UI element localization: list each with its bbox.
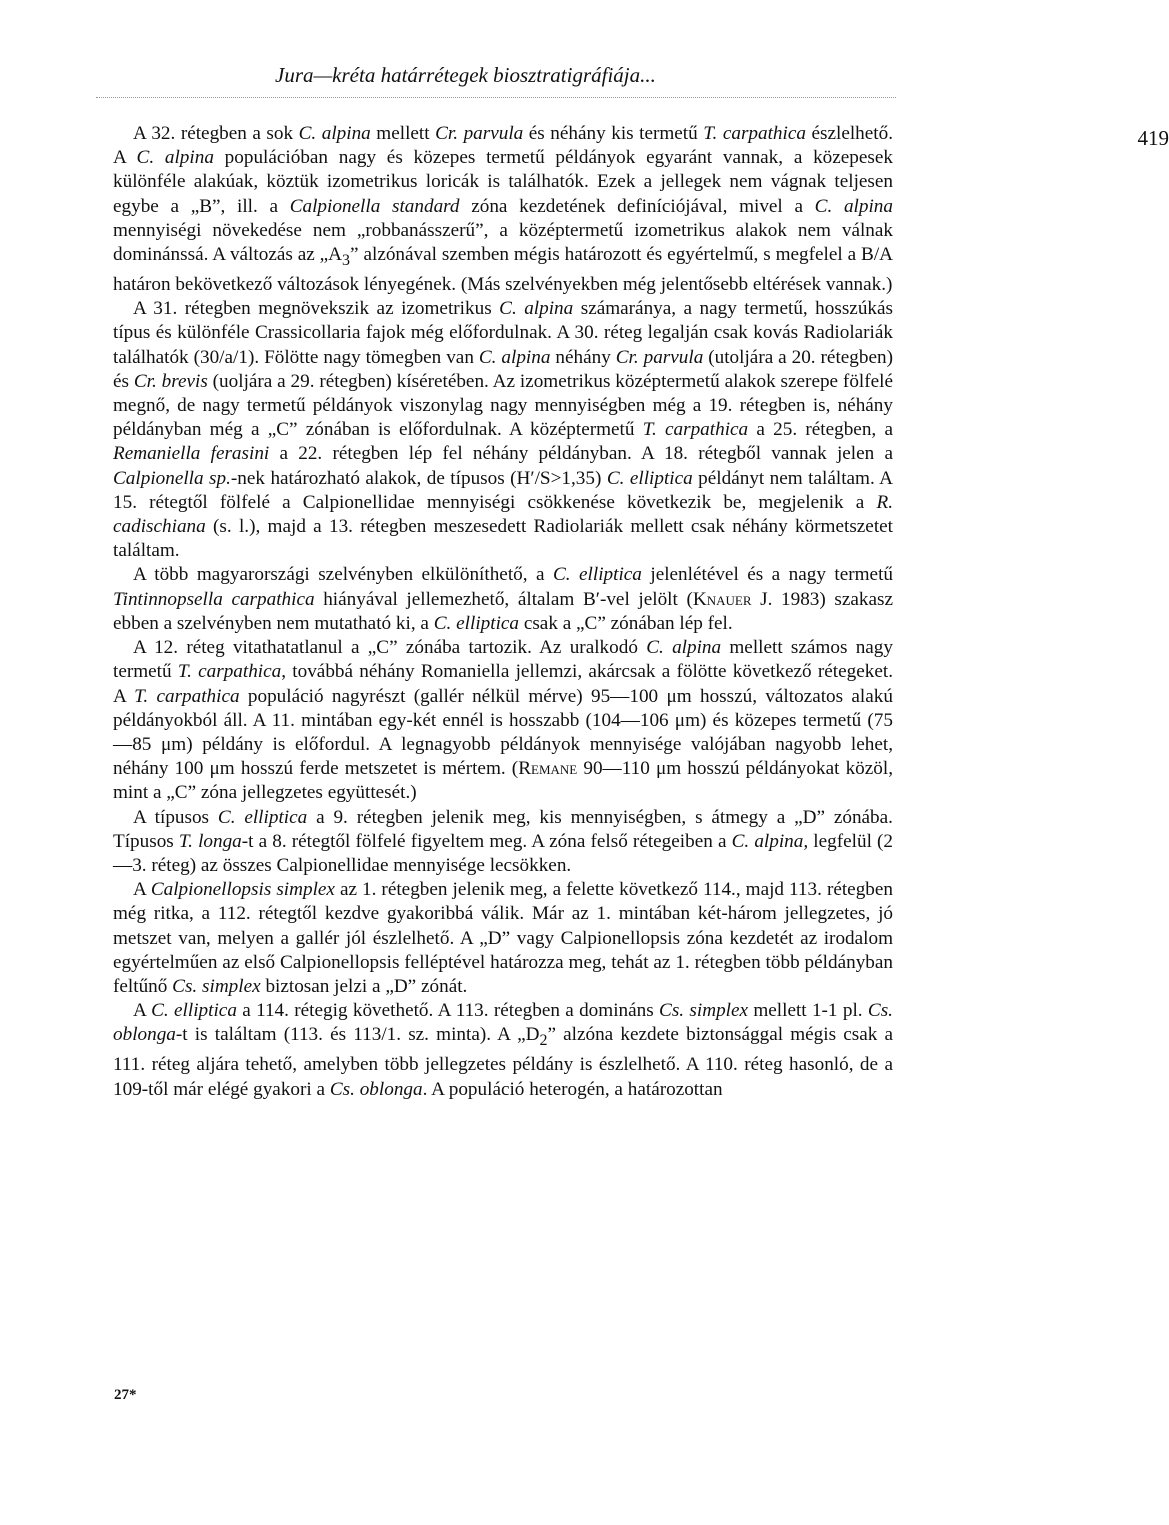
text-run: biztosan jelzi a „D” zónát. (260, 975, 468, 997)
author-name: Knauer (692, 588, 752, 610)
text-run: (utoljára a 20. rétegben) és (113, 346, 893, 392)
paragraph (113, 806, 893, 879)
text-run: észlelhető. A (113, 123, 893, 169)
italic-taxon: C. elliptica (217, 806, 308, 828)
text-run: mennyiségi növekedése nem „robbanásszerű”, a középtermetű izometrikus alakok nem válnak dominánssá. A változás az „A (113, 219, 893, 266)
text-run: hiányával jellemezhető, általam B′-vel jelölt ( (314, 588, 693, 610)
italic-taxon: C. alpina (499, 298, 574, 320)
text-run: és néhány kis termetű (523, 123, 704, 144)
text-run: mellett (370, 123, 436, 144)
italic-taxon: Calpionella standard (289, 195, 460, 217)
paragraph (113, 297, 893, 563)
text-run: számaránya, a nagy termetű, hosszúkás típus és különféle Crassicollaria fajok még előfordulnak. A 30. réteg legalján csak kovás Radiolariák találhatók (30/a/1). Fölötte nagy tömegben van (113, 298, 893, 368)
italic-taxon: C. elliptica (552, 564, 642, 586)
text-run: . A populáció heterogén, a határozottan (422, 1078, 723, 1100)
italic-taxon: Calpionella sp. (113, 467, 231, 489)
paragraph (113, 122, 893, 297)
text-run: példányt nem találtam. A 15. rétegtől fölfelé a Calpionellidae mennyiségi csökkenése következik be, megjelenik a (113, 467, 893, 513)
signature-mark: 27* (114, 1387, 137, 1403)
italic-taxon: Cs. oblonga (329, 1078, 423, 1100)
author-name: Remane (518, 758, 578, 780)
italic-taxon: T. carpathica (177, 661, 282, 683)
header-rule (96, 97, 896, 99)
text-run: a 25. rétegben, a (748, 419, 893, 441)
text-run: a 9. rétegben jelenik meg, kis mennyiségben, s átmegy a „D” zónába. Típusos (113, 806, 893, 852)
text-run: A (133, 1000, 152, 1022)
paragraph (113, 999, 893, 1102)
italic-taxon: Cr. parvula (435, 123, 524, 144)
text-run: 90—110 μm hosszú példányokat közöl, mint a „C” zóna jellegzetes együttesét.) (113, 758, 894, 804)
text-run: ” alzóna kezdete biztonsággal mégis csak a 111. réteg aljára tehető, amelyben több jellegzetes példány is észlelhető. A 110. réteg hasonló, de a 109-től már elégé gyakori a (113, 1024, 893, 1100)
text-run: legfelül (2—3. réteg) az összes Calpionellidae mennyisége lecsökken. (113, 830, 894, 876)
italic-taxon: Cs. simplex (172, 975, 261, 997)
paragraph (113, 636, 893, 805)
italic-taxon: Tintinnopsella carpathica (113, 588, 315, 610)
text-run: (s. l.), majd a 13. rétegben meszesedett Radiolariák mellett csak néhány körmetszetet találtam. (113, 516, 893, 562)
italic-taxon: C. alpina (478, 346, 551, 368)
page-number: 419 (1137, 126, 1169, 150)
text-run: -nek határozható alakok, de típusos (H′/S>1,35) (230, 467, 607, 489)
text-run: A 32. rétegben a sok (133, 123, 299, 144)
italic-taxon: C. alpina (136, 147, 214, 169)
text-run: jelenlétével és a nagy termetű (641, 564, 893, 586)
italic-taxon: Cr. parvula (615, 346, 704, 368)
running-title: Jura—kréta határrétegek biosztratigráfiája... (275, 63, 656, 87)
text-run: csak a „C” zónában lép fel. (519, 612, 733, 634)
text-run: -t is találtam (113. és 113/1. sz. minta). A „D (175, 1024, 540, 1046)
text-run: populációban nagy és közepes termetű példányok egyaránt vannak, a közepesek különféle alakúak, köztük izometrikus loricák is találhatók. Ezek a jellegek nem vágnak teljesen egybe a „B”, ill. a (113, 147, 893, 217)
text-run: A (133, 879, 151, 901)
text-run: A típusos (133, 806, 218, 828)
text-run: mellett számos nagy termetű (113, 637, 893, 683)
italic-taxon: C. alpina (298, 123, 371, 144)
paragraph (113, 563, 893, 636)
italic-taxon: C. alpina (814, 195, 893, 217)
italic-taxon: T. carpathica (703, 123, 806, 144)
subscript: 2 (539, 1032, 548, 1050)
text-run: a 22. rétegben lép fel néhány példányban. A 18. rétegből vannak jelen a (269, 443, 893, 465)
text-run: mellett 1-1 pl. (748, 1000, 868, 1022)
italic-taxon: Calpionellopsis simplex (150, 879, 335, 901)
body-text (113, 122, 893, 1102)
text-run: J. 1983) szakasz ebben a szelvényben nem mutatható ki, a (113, 588, 894, 634)
text-run: -t a 8. rétegtől fölfelé figyeltem meg. A zóna felső rétegeiben a (241, 830, 732, 852)
italic-taxon: Cs. simplex (659, 1000, 749, 1022)
text-run: ” alzónával szemben mégis határozott és egyértelmű, s megfelel a B/A határon bekövetkező változások lényegének. (Más szelvényekben még jelentősebb eltérések vannak.) (113, 244, 894, 296)
text-run: , továbbá néhány Romaniella jellemzi, akárcsak a fölötte következő rétegeket. A (113, 661, 893, 707)
text-run: A 31. rétegben megnövekszik az izometrikus (133, 298, 500, 320)
text-run: (uoljára a 29. rétegben) kíséretében. Az izometrikus középtermetű alakok szerepe fölfelé megnő, de nagy termetű példányok viszonylag nagy mennyiségben még a 19. rétegben is, néhány példányban még a „C” zónában is előfordulnak. A középtermetű (113, 370, 893, 441)
paragraph (113, 878, 893, 999)
text-run: az 1. rétegben jelenik meg, a felette következő 114., majd 113. rétegben még ritka, a 112. rétegtől kezdve gyakoribbá válik. Már az 1. mintában két-három jellegzetes, jó metszet van, melyen a gallér jól észlelhető. A „D” vagy Calpionellopsis zóna kezdetét az irodalom egyértelműen az első Calpionellopsis felléptével határozza meg, tehát az 1. rétegben több példányban feltűnő (113, 879, 893, 997)
text-run: zóna kezdetének definíciójával, mivel a (459, 195, 815, 217)
italic-taxon: T. carpathica (642, 419, 749, 441)
italic-taxon: R. cadischiana (113, 491, 893, 538)
text-run: néhány (550, 346, 616, 368)
italic-taxon: C. elliptica (433, 612, 520, 634)
italic-taxon: T. carpathica (134, 685, 240, 707)
text-run: a 114. rétegig követhető. A 113. rétegben a domináns (236, 1000, 660, 1022)
italic-taxon: C. alpina (646, 637, 722, 659)
text-run: A több magyarországi szelvényben elkülöníthető, a (133, 564, 553, 586)
italic-taxon: C. elliptica (151, 1000, 237, 1022)
italic-taxon: C. elliptica (606, 467, 693, 489)
subscript: 3 (342, 251, 351, 269)
italic-taxon: C. alpina, (731, 830, 809, 852)
italic-taxon: Remaniella ferasini (113, 443, 270, 465)
text-run: A 12. réteg vitathatatlanul a „C” zónába tartozik. Az uralkodó (133, 637, 647, 659)
italic-taxon: Cs. oblonga (113, 1000, 893, 1046)
text-run: populáció nagyrészt (gallér nélkül mérve) 95—100 μm hosszú, változatos alakú példányokból áll. A 11. mintában egy-két ennél is hosszabb (104—106 μm) és közepes termetű (75—85 μm) példány is előfordul. A legnagyobb példányok mennyisége valójában nagyobb lehet, néhány 100 μm hosszú ferde metszetet is mértem. ( (113, 685, 893, 780)
italic-taxon: T. longa (178, 830, 242, 852)
italic-taxon: Cr. brevis (133, 370, 208, 392)
